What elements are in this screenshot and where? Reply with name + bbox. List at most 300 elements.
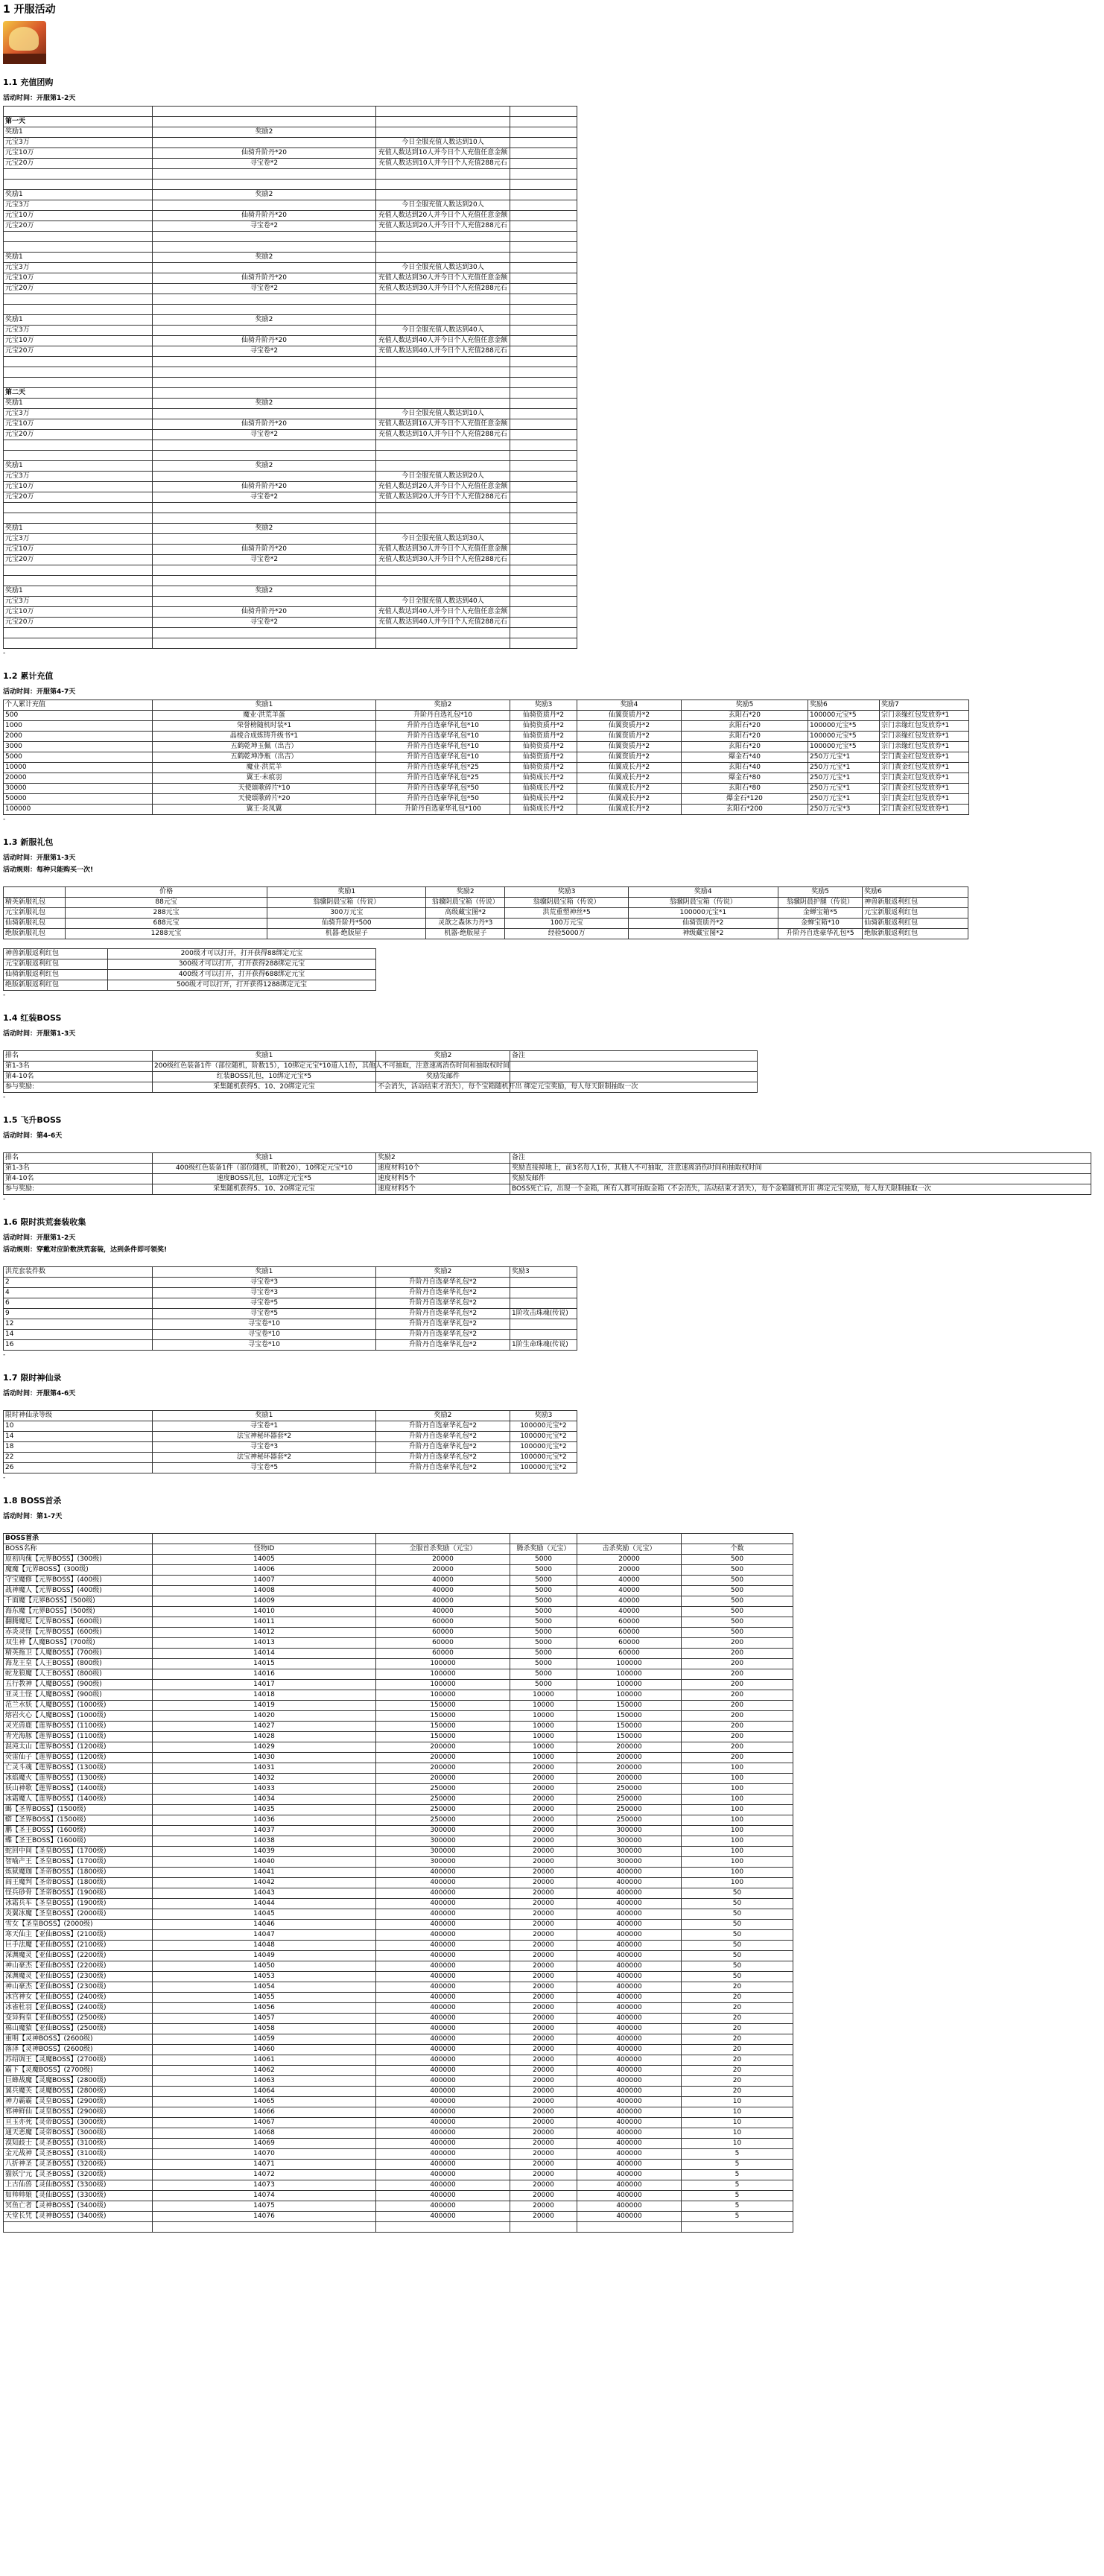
table-cell: 200级红色装备1件（部位随机，阶数15），10绑定元宝*10道人1份，其他人不可抽取，注意速离消伤时间和抽取权时间 [153,1062,376,1072]
table-cell [510,586,577,597]
table-cell [510,576,577,586]
section-heading: 1.4 红装BOSS [3,1013,62,1023]
table-cell [376,117,510,127]
table-cell: 升阶丹自选豪华礼包*10 [376,742,510,752]
table-cell [4,638,153,649]
table-row [4,2003,793,2014]
table-row [4,763,969,773]
table-cell: 14063 [153,2076,376,2087]
table-cell: 双生神【人魔BOSS】(700级) [4,1638,153,1649]
table-cell: 奖励2 [153,399,376,409]
table-cell: 400000 [577,1993,682,2003]
table-cell: 天使頌歌碎片*20 [153,794,376,805]
table-row [4,419,577,430]
table-cell: 奖励2 [376,1153,510,1164]
table-cell [510,190,577,200]
table-cell: 300000 [376,1836,510,1847]
table-cell: 400000 [376,2076,510,2087]
table-cell [4,107,153,117]
table-cell: 蛇龙狼魔【人王BOSS】(800级) [4,1669,153,1680]
table-cell: 250万元宝*1 [808,773,880,784]
table-cell: 奖励1 [4,586,153,597]
table-row [4,1184,1091,1195]
table-cell: 500 [682,1565,793,1576]
table-cell: 40000 [376,1576,510,1586]
table-cell: 元宝10万 [4,273,153,284]
table-cell: 20 [682,2034,793,2045]
table-cell: 150000 [376,1722,510,1732]
table-cell: 奖励2 [376,1051,510,1062]
table-cell: 宗门黄金红包发放券*1 [880,763,969,773]
table-cell: 400000 [577,2160,682,2170]
table-cell: 天堂长咒【灵神BOSS】(3400级) [4,2212,153,2222]
table-row [4,1826,793,1836]
table-cell: 14034 [153,1795,376,1805]
table-cell: 20000 [510,2170,577,2180]
table-cell: 400000 [376,1930,510,1941]
table-cell: 40000 [577,1607,682,1617]
table-cell: 元宝3万 [4,597,153,607]
table-cell: 40000 [577,1586,682,1596]
table-cell: 灵光兽鹿【莲界BOSS】(1100级) [4,1722,153,1732]
table-header-row [4,461,577,472]
table-cell: 14012 [153,1628,376,1638]
table-cell: 亡灵斗魂【莲界BOSS】(1300级) [4,1763,153,1774]
table-cell: 14033 [153,1784,376,1795]
table-cell: 20000 [510,2034,577,2045]
table-cell: 充值人数达到30人并今日个人充值288元石 [376,284,510,294]
table-cell [510,263,577,273]
table-cell: 充值人数达到30人并今日个人充值任意金额 [376,545,510,555]
table-cell: 通天恶魔【灵帝BOSS】(3000级) [4,2128,153,2139]
section-heading: 1.8 BOSS首杀 [3,1496,62,1506]
table-cell: 20000 [510,2118,577,2128]
table-cell: 翁骥阴晨宝箱（传说） [426,898,505,908]
table-row [4,107,577,117]
table-cell [510,419,577,430]
table-cell [510,117,577,127]
table-cell: 300000 [577,1826,682,1836]
table-cell: 40000 [376,1586,510,1596]
table-cell: 升阶丹自选豪华礼包*50 [376,784,510,794]
table-cell: 250000 [577,1784,682,1795]
table-cell: 采集随机获得5、10、20绑定元宝 [153,1082,376,1093]
table-cell: 速度材料5个 [376,1174,510,1184]
table-cell: 400000 [376,2212,510,2222]
table-cell: 升阶丹自选豪华礼包*10 [376,752,510,763]
table-cell: 猫妖宁元【灵圣BOSS】(3200级) [4,2170,153,2180]
table-cell: 采集随机获得5、10、20绑定元宝 [153,1184,376,1195]
table-cell [153,232,376,242]
table-cell: 寻宝卷*10 [153,1340,376,1351]
table-cell [682,2222,793,2233]
table-group-row [4,1534,793,1544]
table-header-row [4,399,577,409]
table-cell: 翁骥阴晨宝箱（传说） [628,898,778,908]
table-cell: 充值人数达到20人并今日个人充值任意金额 [376,211,510,221]
table-cell: 元宝10万 [4,607,153,618]
table-cell: 14044 [153,1899,376,1909]
table-cell: 250万元宝*1 [808,752,880,763]
table-cell: 400000 [376,1972,510,1982]
table-cell: 300000 [577,1847,682,1857]
table-cell: 充值人数达到40人并今日个人充值任意金额 [376,336,510,346]
table-cell: 精英拖卫【人魔BOSS】(700级) [4,1649,153,1659]
table-cell: 14010 [153,1607,376,1617]
table-cell: 14057 [153,2014,376,2024]
table-cell: 仙骑成长丹*2 [510,784,577,794]
table-cell: 炼狱魔珈【圣帝BOSS】(1800级) [4,1868,153,1878]
table-cell: 14065 [153,2097,376,2107]
table-row [4,305,577,315]
table-cell [510,451,577,461]
table-cell: 100000 [577,1690,682,1701]
table-cell: 288元宝 [65,908,267,919]
table-cell: 仙骑成长丹*2 [510,805,577,815]
table-row [4,1340,577,1351]
table-row [4,908,968,919]
table-cell [376,440,510,451]
table-cell [153,169,376,180]
table-cell [4,242,153,253]
table-cell: 排名 [4,1051,153,1062]
table-cell: 50 [682,1961,793,1972]
table-cell: 100000元宝*2 [510,1421,577,1432]
table-cell: 今日全服充值人数达到30人 [376,263,510,273]
table-cell [153,440,376,451]
table-cell: 20000 [510,1951,577,1961]
table-cell: 翁骥阴晨宝箱（传说） [505,898,628,908]
table-cell: 400000 [376,2024,510,2034]
table-cell: 10 [682,2118,793,2128]
table-cell: 20 [682,2014,793,2024]
activity-time: 活动时间：开服第1-2天 [3,1234,76,1242]
table-cell: 14031 [153,1763,376,1774]
table-cell: 12 [4,1319,153,1330]
table-row [4,294,577,305]
table-cell: 仙骑资质丹*2 [510,742,577,752]
table-cell: 20 [682,2024,793,2034]
table-cell: 400000 [376,2045,510,2055]
table-cell [4,887,66,898]
table-cell [510,492,577,503]
table-row [4,607,577,618]
table-cell: 宗门黄金红包发放券*1 [880,752,969,763]
table-cell: 仙骑升阶丹*20 [153,336,376,346]
table-cell: 20000 [510,1815,577,1826]
table-cell: 60000 [376,1649,510,1659]
table-cell: 充值人数达到10人并今日个人充值任意金额 [376,148,510,159]
table-row [4,1062,758,1072]
table-cell: 仙骑升阶丹*20 [153,211,376,221]
table-cell: 400000 [577,2118,682,2128]
table-cell: 250000 [376,1784,510,1795]
table-cell: 400000 [577,1878,682,1888]
table-row [4,1576,793,1586]
section-heading: 1.5 飞升BOSS [3,1115,62,1125]
table-cell: 寻宝卷*1 [153,1421,376,1432]
table-cell: 400000 [577,2045,682,2055]
table-cell: 奖励1 [4,315,153,326]
table-cell: 元宝10万 [4,419,153,430]
table-cell: 200000 [376,1753,510,1763]
table-cell: 奖励1 [153,1411,376,1421]
table-cell: 寻宝卷*2 [153,618,376,628]
table-row [4,959,376,970]
table-cell: 100 [682,1857,793,1868]
table-cell: 奖励3 [505,887,628,898]
table-cell: 5000 [4,752,153,763]
table-cell [510,628,577,638]
table-cell: 元宝新服礼包 [4,908,66,919]
table-cell: 第1-3名 [4,1062,153,1072]
table-cell: 元宝10万 [4,482,153,492]
table-cell: 5000 [510,1638,577,1649]
table-cell [153,1534,376,1544]
table-cell: 400000 [376,1868,510,1878]
table-row [4,1920,793,1930]
table-cell: 仙骑升阶丹*20 [153,545,376,555]
table-cell [376,576,510,586]
table-cell: 14015 [153,1659,376,1669]
table-cell: 苏绍调王【灵魔BOSS】(2700级) [4,2055,153,2066]
table-cell: 40000 [376,1607,510,1617]
table-cell: 宗门黄金红包发放券*1 [880,773,969,784]
table-cell [376,169,510,180]
table-cell: 仙骑成长丹*2 [510,794,577,805]
table-row [4,2024,793,2034]
table-cell: 400000 [376,2160,510,2170]
table-cell [376,628,510,638]
table-cell: 500 [682,1628,793,1638]
table-cell: 400000 [577,1951,682,1961]
table-cell: 寻宝卷*10 [153,1330,376,1340]
table-cell: 14038 [153,1836,376,1847]
table-cell: 10 [4,1421,153,1432]
table-row [4,1795,793,1805]
table-cell: 5000 [510,1649,577,1659]
table-cell: 400000 [577,2003,682,2014]
table-row [4,2180,793,2191]
table-cell: 奖励发邮件 [510,1174,1091,1184]
table-cell: 元宝3万 [4,200,153,211]
table-cell [376,638,510,649]
table-cell [376,2222,510,2233]
table-cell: 奖励发邮件 [376,1072,510,1082]
table-cell: 玄阳石*200 [682,805,808,815]
table-cell: 20 [682,2045,793,2055]
table-cell: 蝶【圣王BOSS】(1600级) [4,1836,153,1847]
table-cell: 法宝神秘环器套*2 [153,1453,376,1463]
table-cell: 灵歆之森休力丹*3 [426,919,505,929]
table-cell [153,138,376,148]
table-row [4,284,577,294]
table-cell: 今日全服充值人数达到20人 [376,200,510,211]
table-cell: 奖励3 [510,1267,577,1278]
table-cell: 50000 [4,794,153,805]
table-cell: 14014 [153,1649,376,1659]
table-row [4,565,577,576]
table-cell: 400000 [376,2170,510,2180]
table-cell: 奖励1 [153,1051,376,1062]
table-cell: 元宝10万 [4,336,153,346]
table-cell: 鹏【圣王BOSS】(1600级) [4,1826,153,1836]
table-cell: 20000 [510,1774,577,1784]
table-cell: 奖励6 [863,887,968,898]
table-cell: 个人累计充值 [4,700,153,711]
table-row [4,2118,793,2128]
table-cell: 14032 [153,1774,376,1784]
table-cell: 雪女【圣皇BOSS】(2000级) [4,1920,153,1930]
table-cell: 200 [682,1742,793,1753]
table-row [4,2045,793,2055]
table-cell: 绝版新服返利红包 [4,980,108,991]
table-cell: 150000 [376,1701,510,1711]
table-cell: 250000 [577,1805,682,1815]
table-cell: 元宝10万 [4,545,153,555]
table-cell [510,472,577,482]
table-cell: 5000 [510,1607,577,1617]
table-cell: 14005 [153,1555,376,1565]
activity-rule: 活动规则：穿戴对应阶数洪荒套装，达到条件即可领奖! [3,1246,168,1254]
table-header-row [4,1411,577,1421]
table-cell: 20 [682,1982,793,1993]
table-row [4,138,577,148]
table-cell: 升阶丹自选豪华礼包*25 [376,773,510,784]
table-cell: 400000 [577,2034,682,2045]
table-cell: 400000 [376,2066,510,2076]
table-row [4,1278,577,1288]
table-cell: 20000 [510,2107,577,2118]
table-cell: 荣誉榜随机时装*1 [153,721,376,732]
table-cell: 绝版新服返利红包 [863,929,968,939]
table-row [4,221,577,232]
table-row [4,346,577,357]
table-cell: 30000 [4,784,153,794]
table-cell: 升阶丹自选豪华礼包*100 [376,805,510,815]
table-cell: 400000 [577,2201,682,2212]
table-cell: 20000 [510,1899,577,1909]
table-cell [4,576,153,586]
table-cell: 100 [682,1836,793,1847]
table-row [4,1565,793,1576]
table-cell: 仙骑资质丹*2 [510,721,577,732]
table-cell: 仙翼成长丹*2 [577,773,682,784]
table-cell: 天使頌歌碎片*10 [153,784,376,794]
table-row [4,1899,793,1909]
table-cell: 5 [682,2149,793,2160]
table-cell [153,565,376,576]
table-cell: 5000 [510,1565,577,1576]
table-cell: 排名 [4,1153,153,1164]
table-cell: 宗门黄金红包发放券*1 [880,794,969,805]
table-cell: 上古仙兽【灵仙BOSS】(3300级) [4,2180,153,2191]
table-cell: 仙骑新服礼包 [4,919,66,929]
table-row [4,1649,793,1659]
table-cell: 升阶丹自选豪华礼包*2 [376,1442,510,1453]
table-cell: 今日全服充值人数达到30人 [376,534,510,545]
table-cell: 今日全服充值人数达到10人 [376,409,510,419]
table-cell: 仙骑资质丹*2 [510,752,577,763]
table-cell [4,294,153,305]
table-cell: 20 [682,2087,793,2097]
table-row [4,929,968,939]
table-cell: 200000 [577,1763,682,1774]
table-cell: 200级才可以打开，打开获得88绑定元宝 [108,949,376,959]
table-cell: 14059 [153,2034,376,2045]
table-cell: 14027 [153,1722,376,1732]
table-cell: 400000 [376,2201,510,2212]
table-cell [153,409,376,419]
table-row [4,970,376,980]
table-cell: 50 [682,1899,793,1909]
table-cell: 奖励2 [376,1411,510,1421]
table-cell: 奖励1 [4,127,153,138]
table-cell: 奖励5 [778,887,862,898]
table-row [4,2191,793,2201]
table-row [4,1961,793,1972]
table-cell: 魔业·洪荒羊蛋 [153,711,376,721]
table-cell: 5 [682,2180,793,2191]
table-cell [4,378,153,388]
table-row [4,1082,758,1093]
table-cell: 50 [682,1920,793,1930]
table-cell [153,513,376,524]
table-cell: 14011 [153,1617,376,1628]
table-cell [153,597,376,607]
table-row [4,711,969,721]
table-cell: 充值人数达到30人并今日个人充值288元石 [376,555,510,565]
activity-time: 活动时间：开服第1-3天 [3,854,76,862]
table-cell [376,127,510,138]
table-row [4,1847,793,1857]
table-row [4,919,968,929]
table-row [4,2107,793,2118]
table-cell [510,618,577,628]
separator: - [3,816,6,823]
table-cell [4,440,153,451]
table-cell: 400000 [577,2014,682,2024]
table-cell: 腾杀奖励（元宝） [510,1544,577,1555]
table-row [4,1330,577,1340]
table-cell: 20000 [510,1805,577,1815]
table-cell: 仙翼资质丹*2 [577,711,682,721]
table-cell: 400000 [577,2107,682,2118]
table-cell: 奖励2 [153,253,376,263]
group-buy-table [3,106,577,649]
table-cell: 20 [682,1993,793,2003]
table-cell: 不会消失，活动结束才消失），每个宝箱随机开出 绑定元宝奖励，每人每天限制抽取一次 [376,1082,510,1093]
table-cell: 14060 [153,2045,376,2055]
table-cell: 奖励2 [153,315,376,326]
table-row [4,378,577,388]
table-cell: 神山豪杰【亚仙BOSS】(2200级) [4,1961,153,1972]
table-cell: 20000 [510,2139,577,2149]
table-cell: 50 [682,1888,793,1899]
table-cell: 300000 [376,1826,510,1836]
table-cell: 20000 [510,1784,577,1795]
table-cell: 机器·绝版屋子 [426,929,505,939]
table-cell: 400000 [376,1878,510,1888]
table-cell: 14069 [153,2139,376,2149]
table-cell: 仙骑升阶丹*20 [153,148,376,159]
activity-time: 活动时间：第1-7天 [3,1513,63,1520]
table-cell: 奖励2 [153,524,376,534]
table-cell: 奖励2 [426,887,505,898]
table-cell: 寻宝卷*5 [153,1463,376,1473]
table-cell: 100000元宝*2 [510,1432,577,1442]
table-cell [153,305,376,315]
